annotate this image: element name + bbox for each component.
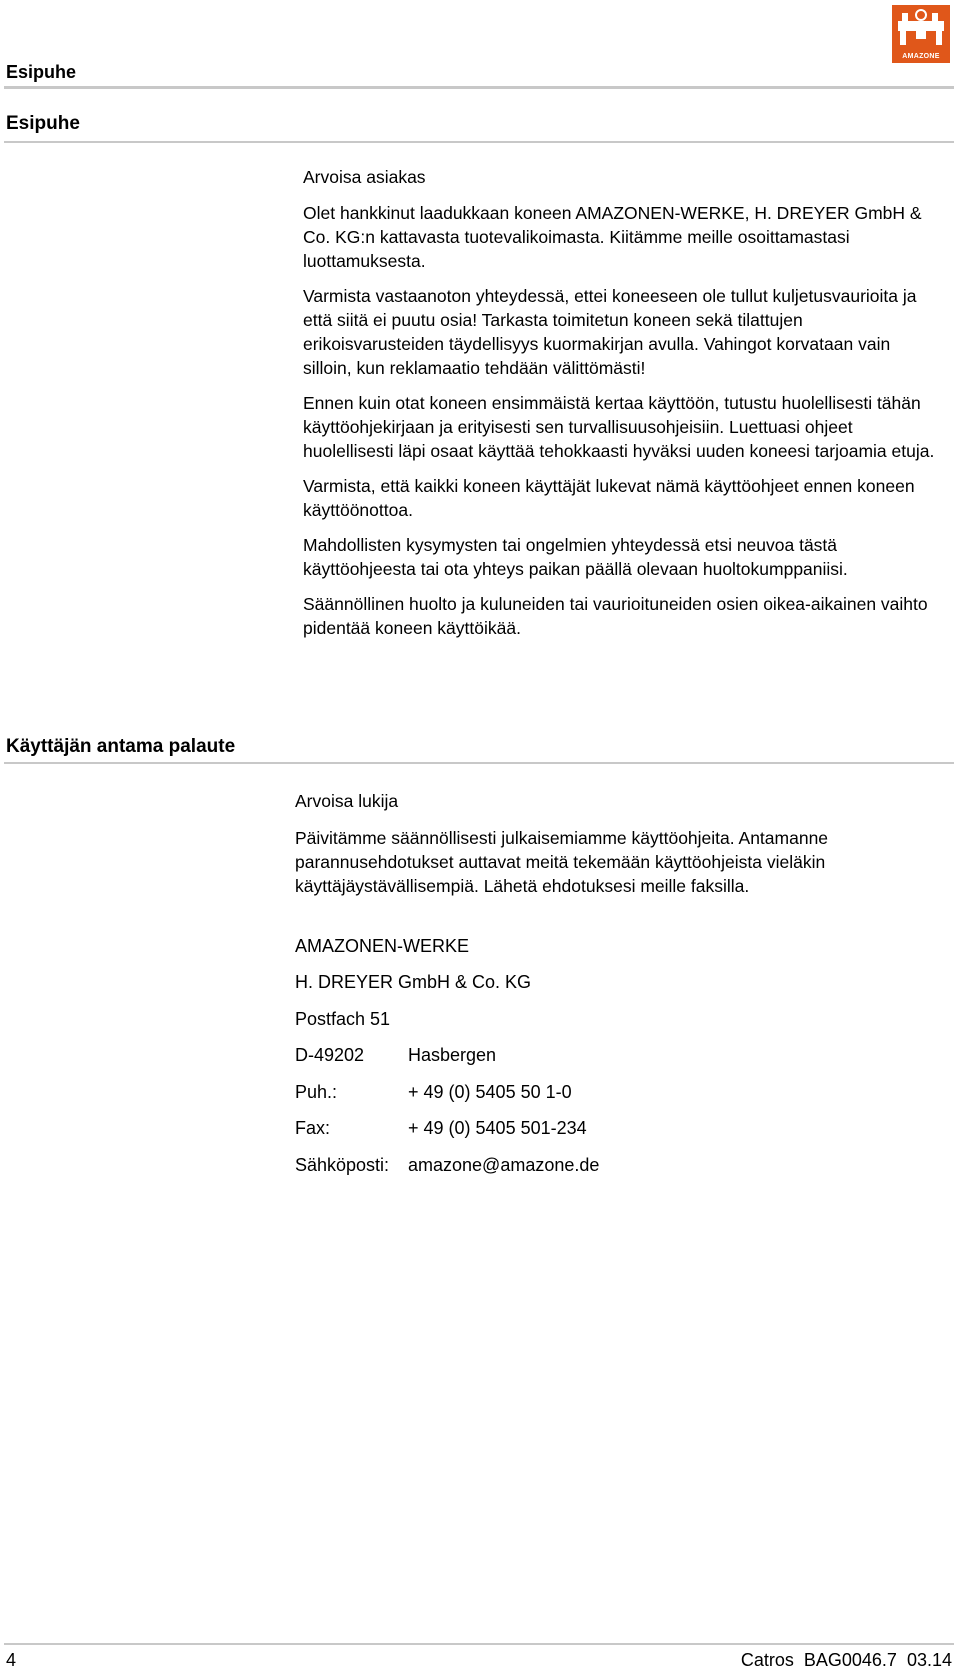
address-city: Hasbergen [408, 1045, 497, 1065]
preface-body [303, 201, 943, 640]
address-company2: H. DREYER GmbH & Co. KG [295, 972, 532, 992]
section-rule [4, 141, 954, 143]
page-number: 4 [6, 1650, 17, 1670]
email-label: Sähköposti: [295, 1155, 390, 1175]
footer-rule [4, 1643, 954, 1645]
section-title-palaute: Käyttäjän antama palaute [6, 736, 236, 757]
phone-label: Puh.: [295, 1082, 338, 1102]
section-rule [4, 762, 954, 764]
section-title-esipuhe: Esipuhe [6, 113, 80, 134]
paragraph: Varmista vastaanoton yhteydessä, ettei koneeseen ole tullut kuljetusvaurioita ja että siitä ei puutu osia! Tarkasta toimitetun koneen sekä tilattujen erikoisvarusteiden täydellisyys kuormakirjan avulla. Vahingot korvataan vain silloin, kun reklamaatio tehdään välittömästi! [303, 286, 917, 378]
amazone-logo [892, 5, 950, 63]
phone-number: + 49 (0) 5405 50 1-0 [408, 1082, 572, 1102]
email-address: amazone@amazone.de [408, 1155, 600, 1175]
logo-wordmark: AMAZONE [902, 53, 940, 60]
paragraph: Ennen kuin otat koneen ensimmäistä kertaa käyttöön, tutustu huolellisesti tähän käyttöohjekirjaan ja erityisesti sen turvallisuusohjeisiin. Luettuasi ohjeet huolellisesti läpi osaat käyttää tehokkaasti hyväksi uuden koneesi tarjoamia etuja. [303, 393, 935, 461]
running-title: Esipuhe [6, 62, 77, 82]
tractor-icon [892, 5, 950, 51]
paragraph: Olet hankkinut laadukkaan koneen AMAZONEN-WERKE, H. DREYER GmbH & Co. KG:n kattavasta tuotevalikoimasta. Kiitämme meille osoittamastasi luottamuksesta. [303, 203, 922, 271]
header-rule [4, 86, 954, 89]
document-reference: Catros BAG0046.7 03.14 [740, 1650, 952, 1670]
address-postbox: Postfach 51 [295, 1009, 391, 1029]
address-postcode: D-49202 [295, 1045, 365, 1065]
fax-number: + 49 (0) 5405 501-234 [408, 1118, 587, 1138]
paragraph: Mahdollisten kysymysten tai ongelmien yhteydessä etsi neuvoa tästä käyttöohjeesta tai ota yhteys paikan päällä olevaan huoltokumppaniisi. [303, 535, 848, 579]
paragraph: Varmista, että kaikki koneen käyttäjät lukevat nämä käyttöohjeet ennen koneen käyttöönottoa. [303, 476, 915, 520]
paragraph: Säännöllinen huolto ja kuluneiden tai vaurioituneiden osien oikea-aikainen vaihto pidentää koneen käyttöikää. [303, 594, 928, 638]
feedback-paragraph: Päivitämme säännöllisesti julkaisemiamme käyttöohjeita. Antamanne parannusehdotukset auttavat meitä tekemään käyttöohjeista vieläkin käyttäjäystävällisempiä. Lähetä ehdotuksesi meille faksilla. [295, 828, 829, 896]
salutation: Arvoisa asiakas [303, 167, 426, 187]
fax-label: Fax: [295, 1118, 331, 1138]
address-company: AMAZONEN-WERKE [295, 936, 470, 956]
salutation: Arvoisa lukija [295, 791, 399, 811]
